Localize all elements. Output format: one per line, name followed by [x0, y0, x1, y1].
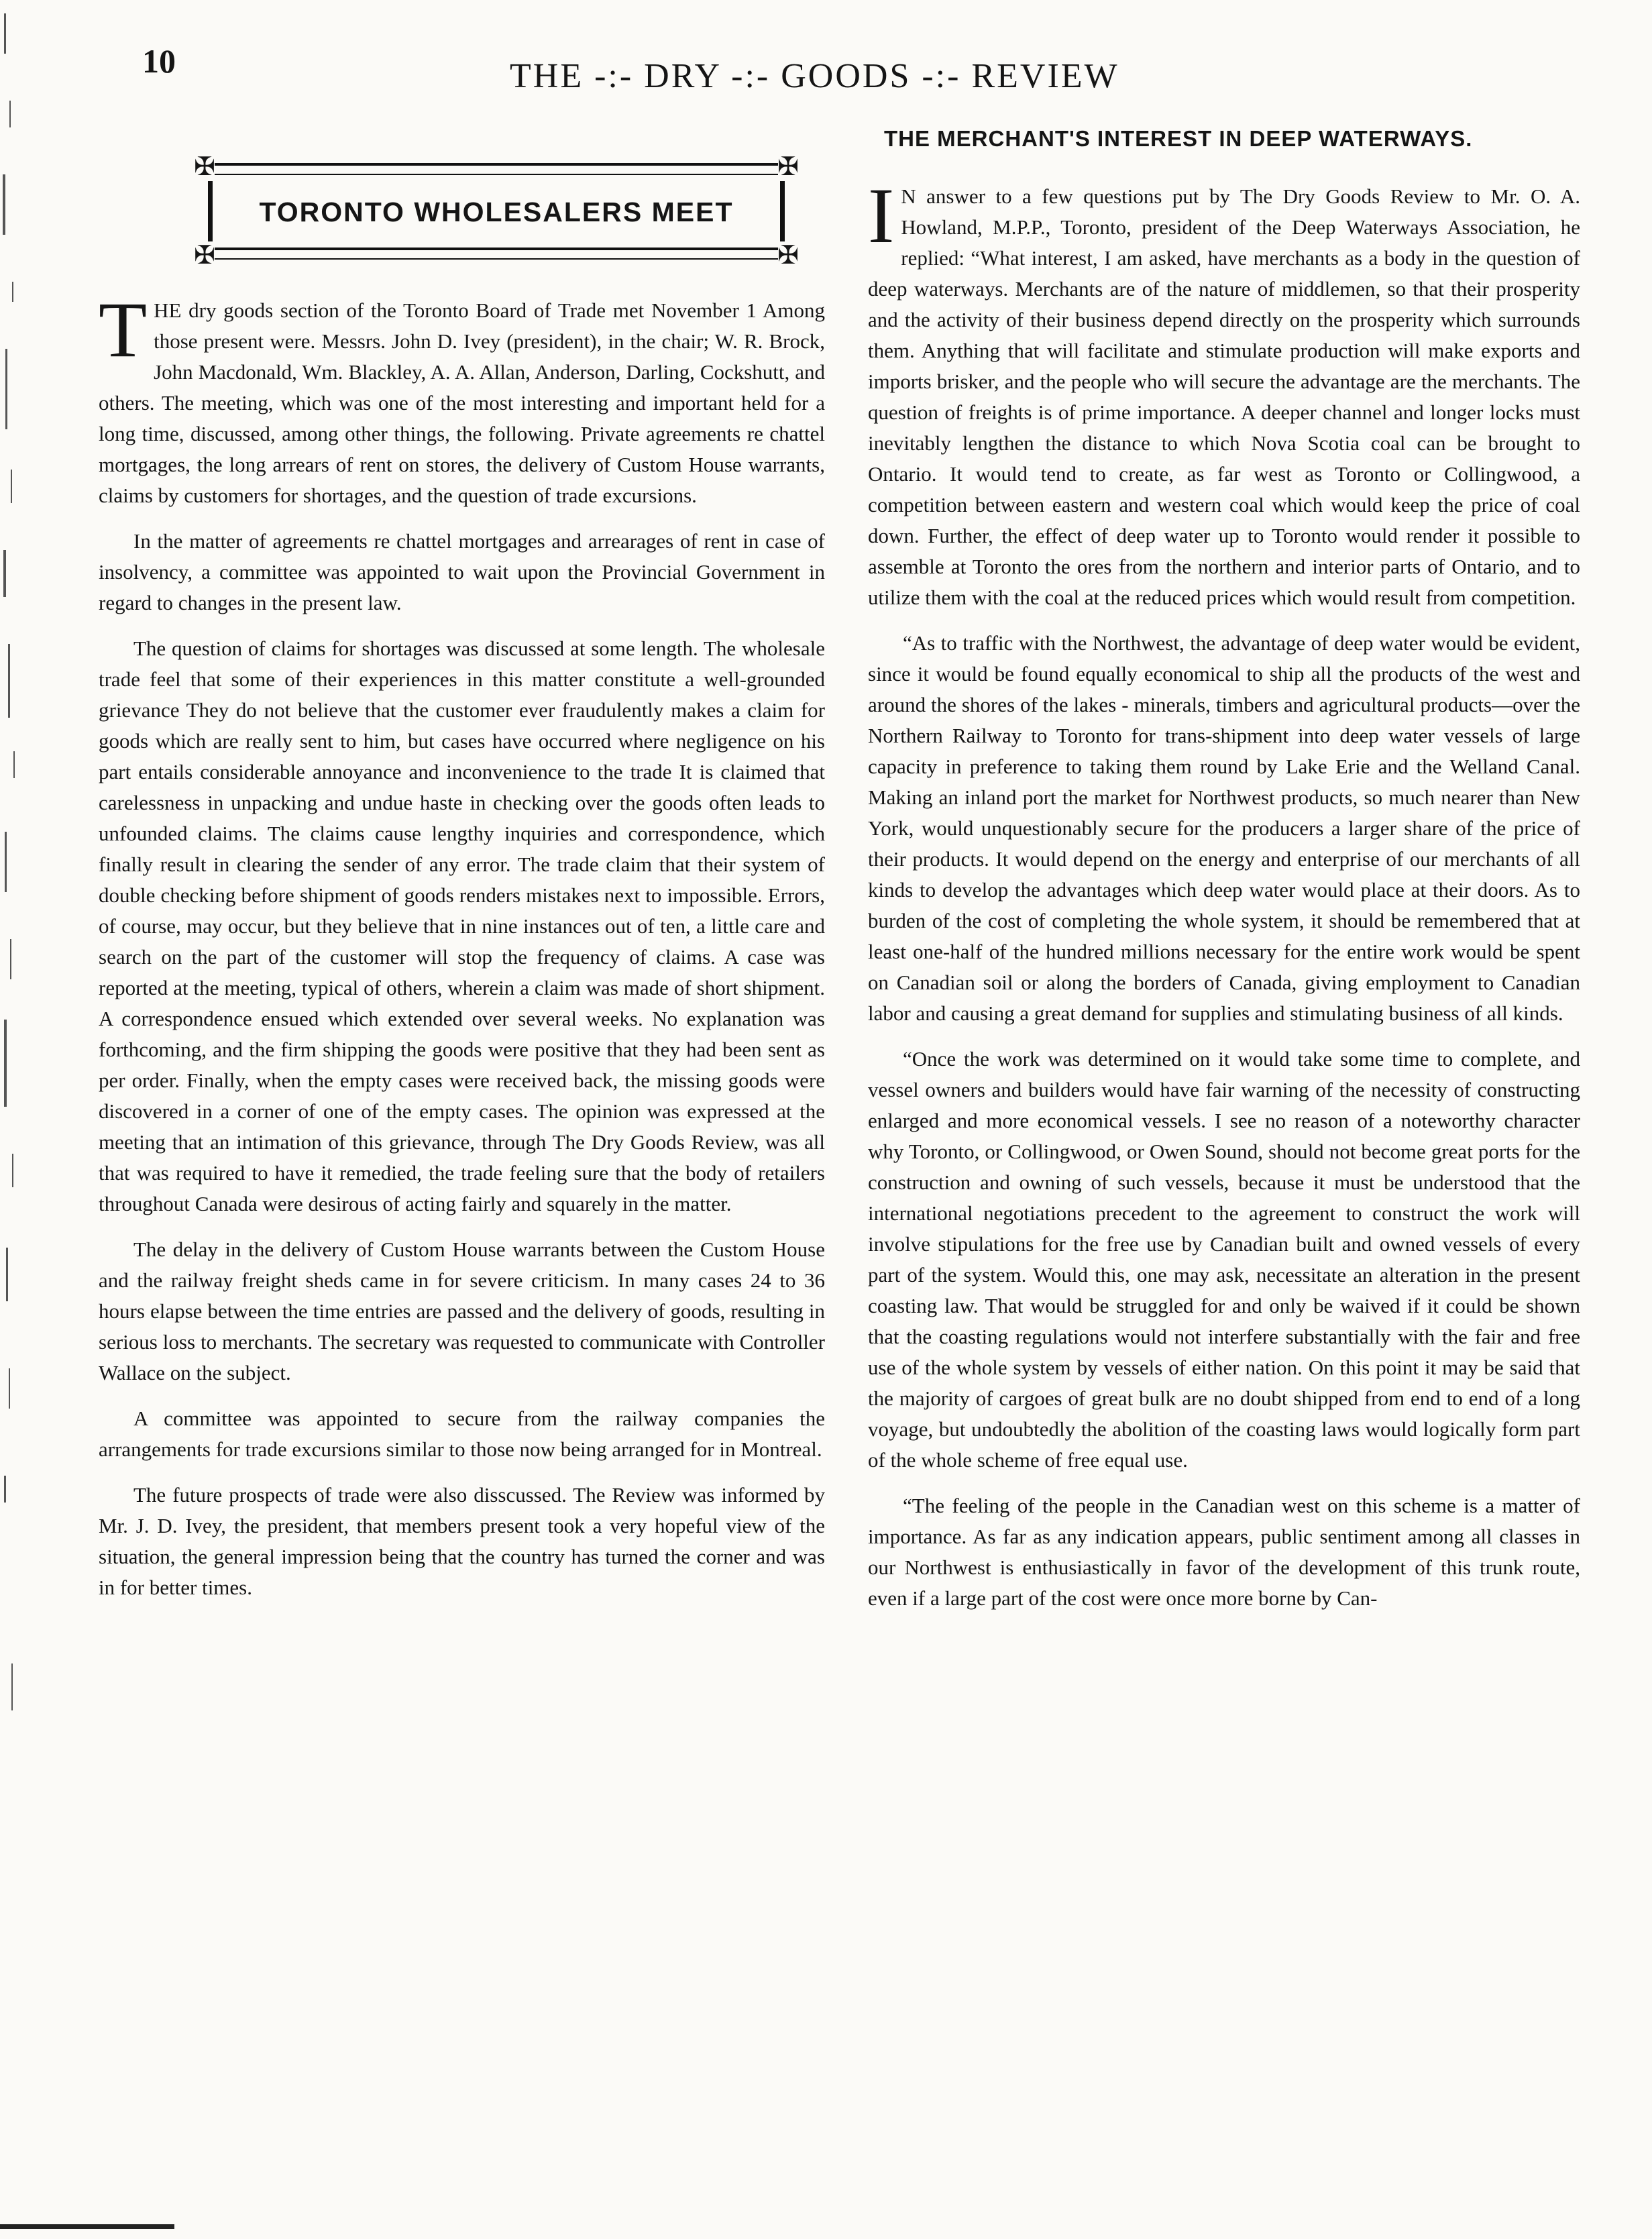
right-article-title: THE MERCHANT'S INTEREST IN DEEP WATERWAYS.	[884, 126, 1473, 151]
ornament-icon: ✠	[777, 153, 799, 181]
left-paragraph-2: In the matter of agreements re chattel mortgages and arrearages of rent in case of insolvency, a committee was appointed to wait upon the Provincial Government in regard to changes in the present law.	[99, 529, 825, 614]
right-article-body	[868, 172, 1580, 1629]
heading-rule-bottom	[215, 248, 778, 260]
left-paragraph-5: A committee was appointed to secure from the railway companies the arrangements for trade excursions similar to those now being arranged for in Montreal.	[99, 1407, 825, 1461]
right-paragraph-3: “Once the work was determined on it would take some time to complete, and vessel owners and builders would have fair warning of the necessity of constructing enlarged and more economical vessels. I see no reason of a noteworthy character why Toronto, or Collingwood, or Owen Sound, should not become great ports for the construction and owning of such vessels, because it must be understood that the international negotiations precedent to the agreement to construct the work will involve stipulations for the free use by Canadian built and owned vessels of every part of the system. Would this, one may ask, necessitate an alteration in the present coasting law. That would be struggled for and only be waived if it could be shown that the coasting regulations would not interfere substantially with the fair and free use of the whole system by vessels of either nation. On this point it may be said that the majority of cargoes of great bulk are no doubt shipped from end to end of a long voyage, but undoubtedly the abolition of the coasting laws would logically form part of the whole scheme of free equal use.	[868, 1047, 1580, 1472]
paragraph-text: HE dry goods section of the Toronto Board of Trade met November 1 Among those present were. Messrs. John D. Ivey (president), in the chair; W. R. Brock, John Macdonald, Wm. Blackley, A. A. Allan, Anderson, Darling, Cockshutt, and others. The meeting, which was one of the most interesting and important held for a long time, discussed, among other things, the following. Private agreements re chattel mortgages, the long arrears of rent on stores, the delivery of Custom House warrants, claims by customers for shortages, and the question of trade excursions.	[99, 298, 825, 507]
scan-edge-specks	[0, 0, 27, 1744]
scan-bottom-rule	[0, 2224, 174, 2229]
left-paragraph-1	[99, 286, 825, 511]
right-paragraph-4: “The feeling of the people in the Canadian west on this scheme is a matter of importance. As far as any indication appears, public sentiment among all classes in our Northwest is enthusiastically in favor of the development of this trunk route, even if a large part of the cost were once more borne by Can-	[868, 1494, 1580, 1610]
drop-cap: I	[868, 172, 895, 260]
running-head: THE -:- DRY -:- GOODS -:- REVIEW	[510, 57, 1119, 95]
ornament-icon: ✠	[194, 153, 215, 181]
paragraph-text: N answer to a few questions put by The Dry Goods Review to Mr. O. A. Howland, M.P.P., Toronto, president of the Deep Waterways Association, he replied: “What interest, I am asked, have merchants as a body in the question of deep waterways. Merchants are of the nature of middlemen, so that their prosperity and the activity of their business depend directly on the prosperity which surrounds them. Anything that will facilitate and stimulate production will make exports and imports brisker, and the people who will secure the advantage are the merchants. The question of freights is of prime importance. A deeper channel and longer locks must inevitably lengthen the distance to which Nova Scotia coal can be brought to Ontario. It would tend to create, as far west as Toronto or Collingwood, a competition between eastern and western coal which would keep the price of coal down. Further, the effect of deep water up to Toronto would render it possible to assemble at Toronto the ores from the northern and interior parts of Ontario, and to utilize them with the coal at the reduced prices which would result from competition.	[868, 184, 1580, 609]
left-paragraph-6: The future prospects of trade were also disscussed. The Review was informed by Mr. J. D. Ivey, the president, that members present took a very hopeful view of the situation, the general impression being that the country has turned the corner and was in for better times.	[99, 1483, 825, 1599]
heading-rule-top	[215, 163, 778, 175]
left-article-heading-box	[191, 151, 802, 272]
drop-cap: T	[99, 286, 148, 374]
ornament-icon: ✠	[777, 241, 799, 270]
right-paragraph-2: “As to traffic with the Northwest, the advantage of deep water would be evident, since it would be found equally economical to ship all the products of the west and around the shores of the lakes - minerals, timbers and agricultural products—over the Northern Railway to Toronto for trans-shipment into deep water vessels of large capacity in preference to taking them round by Lake Erie and the Welland Canal. Making an inland port the market for Northwest products, so much nearer than New York, would unquestionably secure for the producers a larger share of the price of their products. It would depend on the energy and enterprise of our merchants of all kinds to develop the advantages which deep water would place at their doors. As to burden of the cost of completing the whole system, it should be remembered that at least one-half of the hundred millions necessary for the entire work would be spent on Canadian soil or along the borders of Canada, giving employment to Canadian labor and causing a great demand for supplies and stimulating business of all kinds.	[868, 631, 1580, 1025]
right-paragraph-1	[868, 172, 1580, 613]
page-number: 10	[142, 42, 176, 80]
left-article-title: TORONTO WHOLESALERS MEET	[259, 197, 734, 227]
left-paragraph-4: The delay in the delivery of Custom House warrants between the Custom House and the railway freight sheds came in for severe criticism. In many cases 24 to 36 hours elapse between the time entries are passed and the delivery of goods, resulting in serious loss to merchants. The secretary was requested to communicate with Controller Wallace on the subject.	[99, 1238, 825, 1384]
left-article-body	[99, 286, 825, 1618]
ornament-icon: ✠	[194, 241, 215, 270]
left-paragraph-3: The question of claims for shortages was discussed at some length. The wholesale trade feel that some of their experiences in this matter constitute a well-grounded grievance They do not believe that the customer ever fraudulently makes a claim for goods which are really sent to him, but cases have occurred where negligence on his part entails considerable annoyance and inconvenience to the trade It is claimed that carelessness in unpacking and undue haste in checking over the goods often leads to unfounded claims. The claims cause lengthy inquiries and correspondence, which finally result in clearing the sender of any error. The trade claim that their system of double checking before shipment of goods renders mistakes next to impossible. Errors, of course, may occur, but they believe that in nine instances out of ten, a little care and search on the part of the customer will stop the frequency of claims. A case was reported at the meeting, typical of others, wherein a claim was made of short shipment. A correspondence ensued which extended over several weeks. No explanation was forthcoming, and the firm shipping the goods were positive that they had been sent as per order. Finally, when the empty cases were received back, the missing goods were discovered in a corner of one of the empty cases. The opinion was expressed at the meeting that an intimation of this grievance, through The Dry Goods Review, was all that was required to have it remedied, the trade feeling sure that the body of retailers throughout Canada were desirous of acting fairly and squarely in the matter.	[99, 637, 825, 1215]
